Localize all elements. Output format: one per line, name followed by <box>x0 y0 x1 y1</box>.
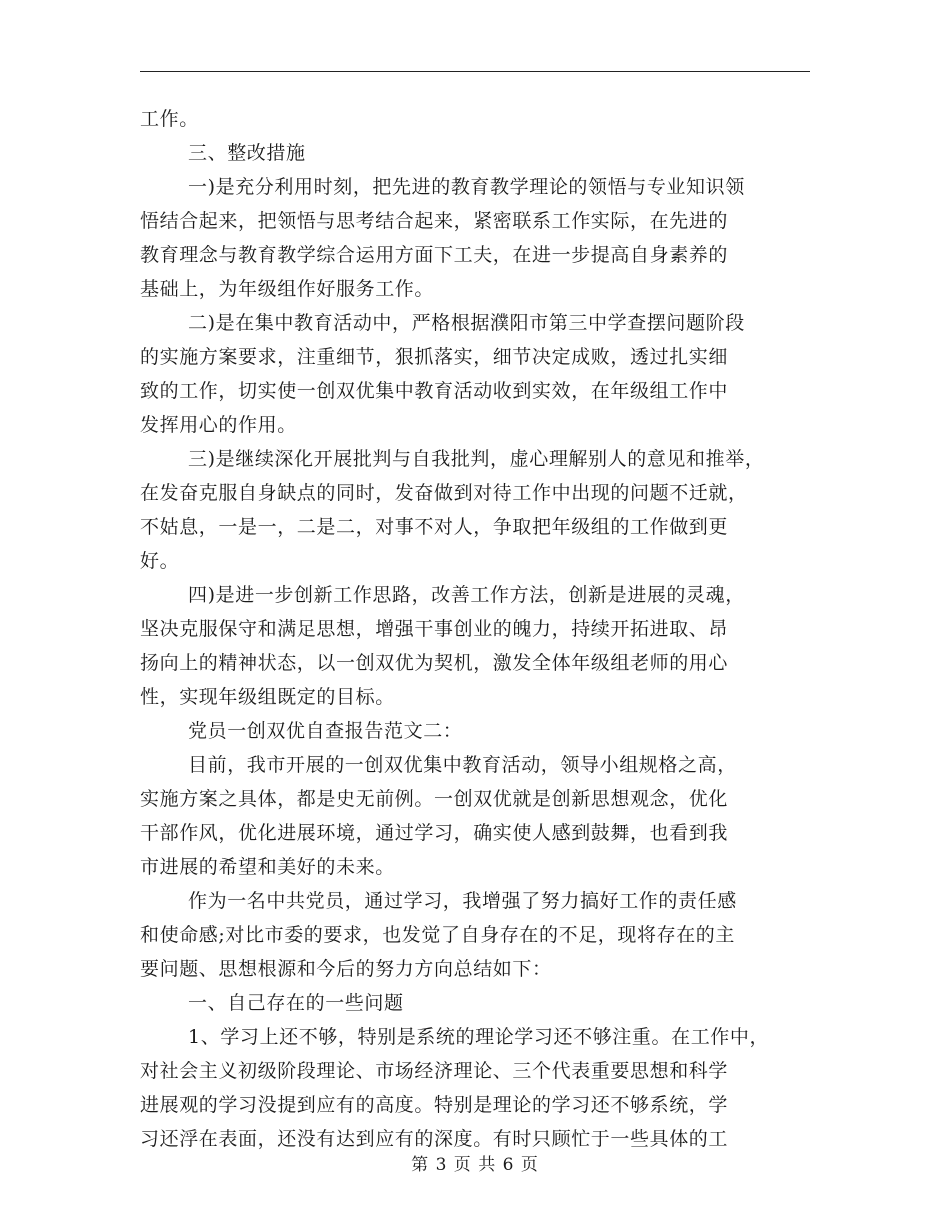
text-line: 扬向上的精神状态，以一创双优为契机，激发全体年级组老师的用心 <box>140 652 729 674</box>
section-heading: 三、整改措施 <box>188 142 306 164</box>
text-line: 作为一名中共党员，通过学习，我增强了努力搞好工作的责任感 <box>188 890 737 912</box>
text-line: 一)是充分利用时刻，把先进的教育教学理论的领悟与专业知识领 <box>188 176 745 198</box>
text-line: 进展观的学习没提到应有的高度。特别是理论的学习还不够系统，学 <box>140 1094 729 1116</box>
section-heading: 党员一创双优自查报告范文二： <box>188 720 463 742</box>
text-line: 市进展的希望和美好的未来。 <box>140 856 395 878</box>
text-line: 的实施方案要求，注重细节，狠抓落实，细节决定成败，透过扎实细 <box>140 346 729 368</box>
text-line: 不姑息，一是一，二是二，对事不对人，争取把年级组的工作做到更 <box>140 516 729 538</box>
text-line: 习还浮在表面，还没有达到应有的深度。有时只顾忙于一些具体的工 <box>140 1128 729 1150</box>
section-heading: 一、自己存在的一些问题 <box>188 992 404 1014</box>
text-line: 性，实现年级组既定的目标。 <box>140 686 395 708</box>
text-line: 基础上，为年级组作好服务工作。 <box>140 278 435 300</box>
text-line: 悟结合起来，把领悟与思考结合起来，紧密联系工作实际，在先进的 <box>140 210 729 232</box>
text-line: 致的工作，切实使一创双优集中教育活动收到实效，在年级组工作中 <box>140 380 729 402</box>
text-line: 在发奋克服自身缺点的同时，发奋做到对待工作中出现的问题不迁就， <box>140 482 748 504</box>
text-line: 教育理念与教育教学综合运用方面下工夫，在进一步提高自身素养的 <box>140 244 729 266</box>
text-line: 二)是在集中教育活动中，严格根据濮阳市第三中学查摆问题阶段 <box>188 312 745 334</box>
text-line: 对社会主义初级阶段理论、市场经济理论、三个代表重要思想和科学 <box>140 1060 729 1082</box>
text-line: 四)是进一步创新工作思路，改善工作方法，创新是进展的灵魂， <box>188 584 745 606</box>
text-line: 目前，我市开展的一创双优集中教育活动，领导小组规格之高， <box>188 754 737 776</box>
text-line: 要问题、思想根源和今后的努力方向总结如下： <box>140 958 552 980</box>
text-line: 三)是继续深化开展批判与自我批判，虚心理解别人的意见和推举， <box>188 448 765 470</box>
text-line: 1、学习上还不够，特别是系统的理论学习还不够注重。在工作中， <box>188 1026 770 1048</box>
text-line: 好。 <box>140 550 180 572</box>
header-rule <box>140 71 810 72</box>
page-number-footer: 第 3 页 共 6 页 <box>411 1155 539 1175</box>
text-line: 实施方案之具体，都是史无前例。一创双优就是创新思想观念，优化 <box>140 788 729 810</box>
text-line: 发挥用心的作用。 <box>140 414 297 436</box>
text-line: 坚决克服保守和满足思想，增强干事创业的魄力，持续开拓进取、昂 <box>140 618 729 640</box>
text-line: 和使命感;对比市委的要求，也发觉了自身存在的不足，现将存在的主 <box>140 924 736 946</box>
text-line: 干部作风，优化进展环境，通过学习，确实使人感到鼓舞，也看到我 <box>140 822 729 844</box>
text-line: 工作。 <box>140 108 199 130</box>
